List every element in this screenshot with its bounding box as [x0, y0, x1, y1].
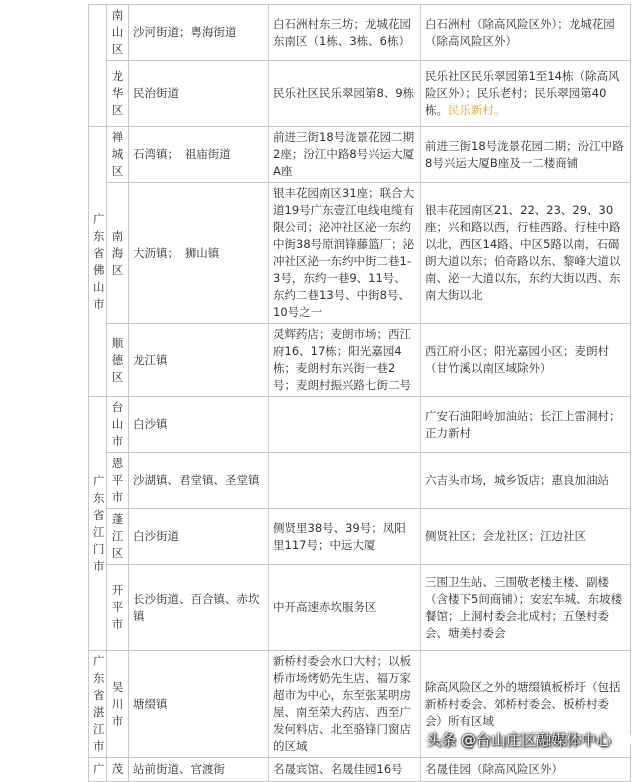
city-name: 台 山 市	[111, 400, 124, 448]
area-cell: 侧贤社区；会龙社区；江边社区	[421, 509, 631, 565]
table-row	[89, 758, 631, 782]
high-risk-places-cell	[269, 397, 421, 453]
province-name: 广	[93, 762, 105, 776]
province-name: 广 东 省 佛 山 市	[93, 211, 105, 311]
watermark	[426, 728, 632, 750]
high-risk-places-cell: 侧贤里38号、39号；凤阳里117号；中远大厦	[269, 509, 421, 565]
city-name: 蓬 江 区	[111, 512, 124, 560]
table-row	[89, 5, 631, 61]
city-name: 茂	[111, 762, 124, 776]
city-name: 龙 华 区	[111, 69, 124, 117]
street-cell: 龙江镇	[129, 324, 269, 397]
area-cell: 白石洲村（除高风险区外）；龙城花园（除高风险区外）	[421, 5, 631, 61]
street-cell: 站前街道、官渡街	[129, 758, 269, 782]
table-row	[89, 61, 631, 127]
watermark-text: 头条 @台山庄区融媒体中心	[426, 730, 611, 749]
risk-area-table	[88, 4, 631, 782]
street-cell: 石湾镇； 祖庙街道	[129, 127, 269, 183]
area-cell: 前进三街18号泷景花园二期；汾江中路8号兴运大厦B座及一二楼商铺	[421, 127, 631, 183]
area-cell: 六吉头市场，城乡饭店；惠良加油站	[421, 453, 631, 509]
city-name: 顺 德 区	[111, 335, 124, 384]
province-cell	[89, 758, 107, 782]
area-text: 民乐社区民乐翠园第1至14栋（除高风险区外）；民乐老村；民乐翠园第40栋。	[425, 69, 620, 117]
street-cell: 长沙街道、百合镇、赤坎镇	[129, 565, 269, 651]
city-cell	[107, 651, 129, 758]
city-cell	[107, 127, 129, 183]
table-row	[89, 453, 631, 509]
city-name: 吴 川 市	[111, 679, 124, 728]
high-risk-places-cell: 名晟宾馆、名晟佳园16号	[269, 758, 421, 782]
street-cell: 沙湖镇、君堂镇、圣堂镇	[129, 453, 269, 509]
table-row	[89, 183, 631, 324]
area-cell	[421, 61, 631, 127]
street-cell: 沙河街道；粤海街道	[129, 5, 269, 61]
province-name: 广 东 省 江 门 市	[93, 473, 105, 573]
high-risk-places-cell: 民乐社区民乐翠园第8、9栋	[269, 61, 421, 127]
high-risk-places-cell: 白石洲村东三坊；龙城花园东南区（1栋、3栋、6栋）	[269, 5, 421, 61]
high-risk-places-cell: 灵辉药店；麦朗市场；西江府16、17栋；阳光嘉园4栋；麦朗村东兴街一巷2号；麦朗村振兴路七街二号	[269, 324, 421, 397]
street-cell: 塘缀镇	[129, 651, 269, 758]
street-cell: 大沥镇； 狮山镇	[129, 183, 269, 324]
table-row	[89, 324, 631, 397]
high-risk-places-cell	[269, 453, 421, 509]
area-cell: 西江府小区；阳光嘉园小区；麦朗村（甘竹溪以南区域除外）	[421, 324, 631, 397]
city-name: 南 山 区	[111, 8, 124, 56]
city-name: 禅 城 区	[111, 130, 124, 178]
city-name: 恩 平 市	[111, 456, 124, 504]
area-cell: 广安石油阳岭加油站；长江上雷洞村；正力新村	[421, 397, 631, 453]
province-cell	[89, 651, 107, 758]
city-name: 开 平 市	[111, 583, 124, 631]
city-cell	[107, 61, 129, 127]
table-row	[89, 565, 631, 651]
city-cell	[107, 397, 129, 453]
city-cell	[107, 183, 129, 324]
street-cell: 白沙镇	[129, 397, 269, 453]
city-cell	[107, 5, 129, 61]
area-cell: 银丰花园南区21、22、23、29、30座；兴和路以西，行桂西路、行桂中路以北，西区14路、中区5路以南，石碣朗大道以东；伯奇路以东、黎峰大道以南、泌一大道以东，东约大街以西、东南大街以北	[421, 183, 631, 324]
table-row	[89, 509, 631, 565]
city-cell	[107, 509, 129, 565]
province-cell	[89, 397, 107, 651]
table-row	[89, 127, 631, 183]
province-cell	[89, 127, 107, 397]
high-risk-places-cell: 新桥村委会水口大村；以板桥市场烤奶先生店、福万家超市为中心，东至张某明房屋、南至荣大药店、西至广发何料店、北至骆锋门窗店的区域	[269, 651, 421, 758]
area-cell: 三围卫生站、三围敬老楼主楼、副楼（含楼下5间商铺）；安宏车城、东坡楼餐馆；上洞村委会北成村；五堡村委会、塘美村委会	[421, 565, 631, 651]
street-cell: 民治街道	[129, 61, 269, 127]
city-cell	[107, 758, 129, 782]
table-row	[89, 397, 631, 453]
city-cell	[107, 453, 129, 509]
area-cell: 除高风险区之外的塘缀镇板桥圩（包括新桥村委会、郊桥村委会、板桥村委会）所有区域	[421, 651, 631, 758]
high-risk-places-cell: 中开高速赤坎服务区	[269, 565, 421, 651]
street-cell: 白沙街道	[129, 509, 269, 565]
province-name: 广 东 省 湛 江 市	[93, 654, 105, 753]
city-name: 南 海 区	[111, 228, 124, 277]
area-cell: 名晟佳园（除高风险区外）	[421, 758, 631, 782]
highlighted-area-text: 民乐新村。	[448, 103, 506, 117]
high-risk-places-cell: 前进三街18号泷景花园二期2座；汾江中路8号兴运大厦A座	[269, 127, 421, 183]
high-risk-places-cell: 银丰花园南区31座；联合大道19号广东壹江电线电缆有限公司；泌冲社区泌一东约中街38号原润锋藤篮厂；泌冲社区泌一东约中街二巷1-3号，东约一巷9、11号、东约二巷13号、中街8号、10号之一	[269, 183, 421, 324]
province-cell	[89, 5, 107, 127]
city-cell	[107, 324, 129, 397]
city-cell	[107, 565, 129, 651]
brand-bubble-icon	[616, 731, 632, 747]
